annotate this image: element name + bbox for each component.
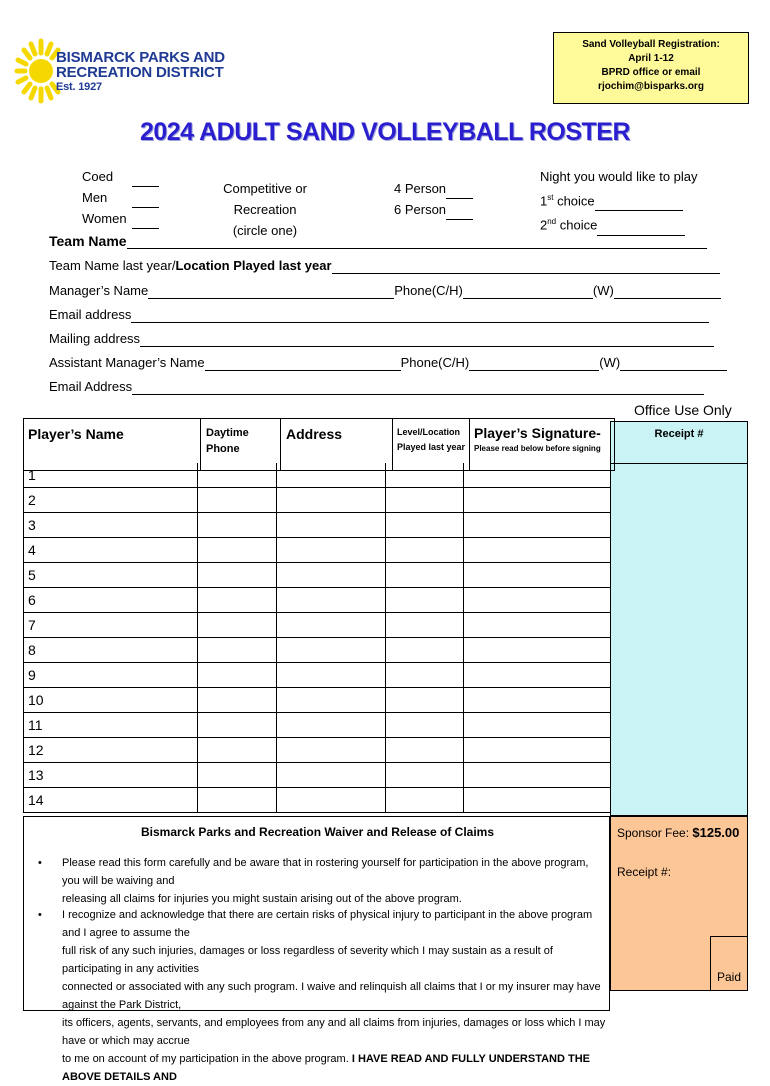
team-name-field[interactable]: [127, 235, 707, 249]
row-number: 3: [28, 517, 36, 533]
second-choice-num: 2: [540, 217, 548, 233]
waiver-p2-l1: I recognize and acknowledge that there are certain risks of physical injury to participant in the above program and I agree to assume the: [62, 909, 593, 939]
signature-cell[interactable]: [464, 463, 610, 487]
player-name-cell[interactable]: [24, 788, 197, 812]
table-row: [23, 563, 610, 588]
men-blank[interactable]: [132, 194, 159, 208]
signature-cell[interactable]: [464, 688, 610, 712]
address-cell[interactable]: [277, 563, 385, 587]
level-cell[interactable]: [386, 713, 463, 737]
table-row: [23, 613, 610, 638]
level-cell[interactable]: [386, 513, 463, 537]
email2-field[interactable]: [132, 381, 704, 395]
office-use-column: [610, 421, 748, 816]
signature-cell[interactable]: [464, 663, 610, 687]
bullet-1: •: [38, 857, 42, 869]
manager-phone-ch-field[interactable]: [463, 285, 593, 299]
player-name-cell[interactable]: [24, 538, 197, 562]
player-name-cell[interactable]: [24, 638, 197, 662]
table-row: [23, 588, 610, 613]
table-row: [23, 688, 610, 713]
assistant-phone-w-label: (W): [599, 355, 621, 370]
waiver-p2-l3: connected or associated with any such program. I waive and relinquish all claims that I or my insurer may have against the Park District,: [62, 981, 601, 1011]
table-row: [23, 738, 610, 763]
coed-label: Coed: [82, 169, 114, 184]
office-use-label: Office Use Only: [634, 402, 732, 418]
signature-cell[interactable]: [464, 738, 610, 762]
address-cell[interactable]: [277, 513, 385, 537]
row-number: 8: [28, 642, 36, 658]
assistant-row: [49, 355, 727, 371]
sponsor-receipt-label: Receipt #:: [617, 865, 672, 879]
reg-line3: BPRD office or email rjochim@bisparks.org: [598, 67, 704, 92]
daytime-phone-cell[interactable]: [198, 538, 276, 562]
email-field[interactable]: [131, 309, 709, 323]
signature-cell[interactable]: [464, 513, 610, 537]
second-choice-label: choice: [556, 217, 598, 233]
level-text-1: Level/Location: [397, 427, 461, 437]
daytime-phone-cell[interactable]: [198, 563, 276, 587]
first-choice-num: 1: [540, 193, 548, 209]
reg-line1: Sand Volleyball Registration:: [582, 39, 720, 50]
address-cell[interactable]: [277, 613, 385, 637]
waiver-p2-l2: full risk of any such injuries, damages or loss regardless of severity which I may sustain as a result of participating in any activities: [62, 945, 553, 975]
sponsor-fee-amount: $125.00: [692, 825, 740, 840]
manager-name-field[interactable]: [148, 285, 394, 299]
level-text-2: Played last year: [397, 442, 466, 452]
signature-cell[interactable]: [464, 638, 610, 662]
women-label: Women: [82, 211, 127, 226]
signature-cell[interactable]: [464, 713, 610, 737]
player-name-cell[interactable]: [24, 688, 197, 712]
competitive-option: [200, 178, 330, 241]
address-cell[interactable]: [277, 538, 385, 562]
manager-phone-ch-label: Phone(C/H): [394, 283, 463, 298]
assistant-name-field[interactable]: [205, 357, 401, 371]
daytime-phone-cell[interactable]: [198, 488, 276, 512]
daytime-phone-cell[interactable]: [198, 738, 276, 762]
address-cell[interactable]: [277, 688, 385, 712]
assistant-phone-w-field[interactable]: [620, 357, 727, 371]
email2-label: Email Address: [49, 379, 133, 394]
registration-box: [553, 32, 749, 104]
player-name-cell[interactable]: [24, 488, 197, 512]
six-person-blank[interactable]: [446, 206, 473, 220]
address-cell[interactable]: [277, 738, 385, 762]
assistant-phone-ch-field[interactable]: [469, 357, 599, 371]
waiver-p2-l4: its officers, agents, servants, and employees from any and all claims from injuries, damages or loss which I may have or which may accrue: [62, 1017, 606, 1047]
logo-line2: RECREATION DISTRICT: [56, 64, 224, 81]
row-number: 2: [28, 492, 36, 508]
address-header-text: Address: [286, 426, 343, 442]
mailing-row: [49, 331, 714, 347]
table-row: [23, 713, 610, 738]
level-cell[interactable]: [386, 638, 463, 662]
manager-phone-w-label: (W): [592, 283, 614, 298]
row-number: 5: [28, 567, 36, 583]
four-person-blank[interactable]: [446, 185, 473, 199]
level-cell[interactable]: [386, 663, 463, 687]
circle-one-label: (circle one): [232, 223, 298, 238]
night-choice: [540, 166, 698, 236]
table-row: [23, 538, 610, 563]
row-number: 7: [28, 617, 36, 633]
email2-row: [49, 379, 704, 395]
level-cell[interactable]: [386, 763, 463, 787]
daytime-phone-cell[interactable]: [198, 463, 276, 487]
address-cell[interactable]: [277, 638, 385, 662]
row-number: 12: [28, 742, 44, 758]
signature-text: Player’s Signature-: [474, 425, 601, 441]
player-name-cell[interactable]: [24, 763, 197, 787]
daytime-phone-cell[interactable]: [198, 763, 276, 787]
row-number: 1: [28, 467, 36, 483]
row-number: 13: [28, 767, 44, 783]
phone-text: Phone: [206, 443, 240, 455]
signature-note: Please read below before signing: [474, 444, 601, 453]
table-row: [23, 463, 610, 488]
level-cell[interactable]: [386, 588, 463, 612]
assistant-name-label: Assistant Manager’s Name: [49, 355, 205, 370]
table-row: [23, 638, 610, 663]
player-name-header-text: Player’s Name: [28, 426, 124, 442]
table-row: [23, 488, 610, 513]
level-cell[interactable]: [386, 538, 463, 562]
row-number: 6: [28, 592, 36, 608]
team-last-year-field[interactable]: [332, 260, 720, 274]
signature-cell[interactable]: [464, 538, 610, 562]
sponsor-fee-label: Sponsor Fee:: [617, 826, 693, 840]
team-name-label: Team Name: [49, 233, 127, 249]
four-person-label: 4 Person: [394, 181, 447, 196]
second-choice-sup: nd: [547, 217, 557, 227]
manager-name-label: Manager’s Name: [49, 283, 149, 298]
first-choice-sup: st: [547, 193, 554, 202]
address-cell[interactable]: [277, 713, 385, 737]
page-title: 2024 ADULT SAND VOLLEYBALL ROSTER: [139, 118, 631, 146]
daytime-phone-cell[interactable]: [198, 788, 276, 812]
daytime-phone-cell[interactable]: [198, 638, 276, 662]
address-cell[interactable]: [277, 788, 385, 812]
signature-cell[interactable]: [464, 488, 610, 512]
team-last-year-label: Team Name last year/: [49, 258, 176, 273]
night-label: Night you would like to play: [540, 169, 698, 184]
division-options: [82, 166, 159, 229]
six-person-label: 6 Person: [394, 202, 447, 217]
paid-box[interactable]: [710, 936, 748, 991]
table-row: [23, 763, 610, 788]
mailing-field[interactable]: [140, 333, 714, 347]
mailing-label: Mailing address: [49, 331, 141, 346]
row-number: 9: [28, 667, 36, 683]
signature-cell[interactable]: [464, 788, 610, 812]
player-name-cell[interactable]: [24, 713, 197, 737]
logo-est: Est. 1927: [56, 81, 102, 93]
signature-cell[interactable]: [464, 588, 610, 612]
signature-cell[interactable]: [464, 613, 610, 637]
team-name-row: [49, 233, 707, 249]
player-name-cell[interactable]: [24, 588, 197, 612]
daytime-phone-cell[interactable]: [198, 588, 276, 612]
level-cell[interactable]: [386, 788, 463, 812]
waiver-section: [23, 816, 610, 1083]
row-number: 10: [28, 692, 44, 708]
signature-cell[interactable]: [464, 763, 610, 787]
daytime-phone-cell[interactable]: [198, 713, 276, 737]
player-name-cell[interactable]: [24, 613, 197, 637]
waiver-p2-l5: to me on account of my participation in the above program.: [62, 1053, 349, 1065]
coed-blank[interactable]: [132, 173, 159, 187]
waiver-p1-l1: Please read this form carefully and be aware that in rostering yourself for participation in the above program, you will be waiving and: [62, 857, 589, 887]
row-number: 4: [28, 542, 36, 558]
waiver-paragraph-1: [62, 854, 607, 908]
player-name-cell[interactable]: [24, 663, 197, 687]
level-cell[interactable]: [386, 688, 463, 712]
address-cell[interactable]: [277, 763, 385, 787]
level-cell[interactable]: [386, 613, 463, 637]
receipt-header: Receipt #: [654, 428, 704, 440]
waiver-title: Bismarck Parks and Recreation Waiver and Release of Claims: [140, 825, 495, 839]
level-cell[interactable]: [386, 488, 463, 512]
email-row: [49, 307, 709, 323]
level-cell[interactable]: [386, 463, 463, 487]
team-size-options: [394, 178, 473, 220]
table-row: [23, 513, 610, 538]
manager-phone-w-field[interactable]: [614, 285, 721, 299]
logo-line1: BISMARCK PARKS AND: [56, 49, 225, 66]
table-row: [23, 663, 610, 688]
address-cell[interactable]: [277, 488, 385, 512]
assistant-phone-ch-label: Phone(C/H): [400, 355, 470, 370]
first-choice-blank[interactable]: [595, 197, 683, 211]
waiver-p1-l2: releasing all claims for injuries you might sustain arising out of the above program.: [62, 893, 462, 905]
daytime-phone-cell[interactable]: [198, 513, 276, 537]
daytime-text: Daytime: [206, 427, 249, 439]
daytime-phone-cell[interactable]: [198, 688, 276, 712]
row-number: 11: [28, 717, 43, 733]
level-cell[interactable]: [386, 563, 463, 587]
email-label: Email address: [49, 307, 132, 322]
women-blank[interactable]: [132, 215, 159, 229]
address-cell[interactable]: [277, 663, 385, 687]
player-name-cell[interactable]: [24, 463, 197, 487]
address-cell[interactable]: [277, 588, 385, 612]
competitive-label: Competitive or Recreation: [223, 181, 307, 217]
daytime-phone-cell[interactable]: [198, 613, 276, 637]
waiver-paragraph-2: [62, 906, 607, 1086]
signature-cell[interactable]: [464, 563, 610, 587]
table-row: [23, 788, 610, 813]
row-number: 14: [28, 792, 44, 808]
player-name-cell[interactable]: [24, 738, 197, 762]
location-last-year-label: Location Played last year: [175, 258, 332, 273]
player-name-cell[interactable]: [24, 563, 197, 587]
bullet-2: •: [38, 909, 42, 921]
address-cell[interactable]: [277, 463, 385, 487]
team-last-year-row: [49, 258, 720, 274]
reg-line2: April 1-12: [628, 53, 674, 64]
daytime-phone-cell[interactable]: [198, 663, 276, 687]
first-choice-label: choice: [553, 193, 595, 209]
waiver-p2-bold: I HAVE READ AND FULLY UNDERSTAND THE ABOVE DETAILS AND: [62, 1053, 590, 1083]
paid-label: Paid: [716, 970, 741, 984]
level-cell[interactable]: [386, 738, 463, 762]
manager-row: [49, 283, 721, 299]
men-label: Men: [82, 190, 108, 205]
player-name-cell[interactable]: [24, 513, 197, 537]
sponsor-fee: [617, 825, 739, 840]
